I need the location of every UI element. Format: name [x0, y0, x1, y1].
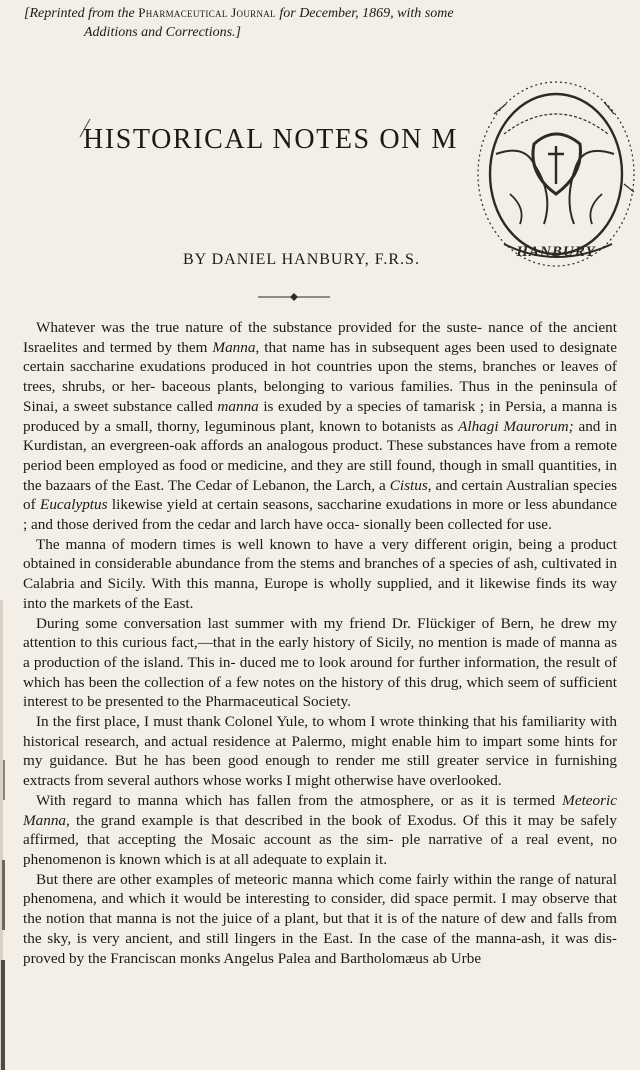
italic-term: Manna [212, 338, 256, 356]
text-run: and in Kurdistan, an evergreen-oak affords an analogous product. These substances have from a remote period been employed as food or medicine, and they are still found, though in small quantities, in the bazaars of the East. The Cedar of Lebanon, the Larch, a [23, 417, 617, 494]
text-run: , the grand example is that described in the book of Exodus. Of this it may be safely affirmed, that accepting the Mosaic account as the sim- ple narrative of a real event, no phenomenon is known which is at all adequate to explain it. [23, 811, 617, 868]
reprint-additions: Additions and Corrections. [84, 25, 236, 40]
section-divider [258, 292, 330, 302]
reprint-for: for [279, 6, 296, 21]
reprint-with-some: with some [397, 6, 454, 21]
paragraph [23, 712, 617, 791]
paragraph [23, 791, 617, 870]
paragraph [23, 870, 617, 969]
italic-term: Cistus [389, 476, 428, 494]
text-run: , that name has in subsequent ages been used to designate certain saccharine exudations produced in hot countries upon the stems, branches or leaves of trees, shrubs, or her- baceous plants, belonging to various families. Thus in the peninsula of Sinai, a sweet substance called [23, 338, 618, 415]
italic-term: manna [217, 397, 259, 415]
page-title: HISTORICAL NOTES ON M [83, 124, 459, 155]
text-run: Whatever was the true nature of the substance provided for the suste- nance of the ancient Israelites and termed by them [23, 319, 617, 356]
paragraph [23, 535, 617, 614]
text-run: likewise yield at certain seasons, saccharine exudations in more or less abundance ; and those derived from the cedar and larch have occa- sionally been collected for use. [23, 496, 617, 534]
journal-name: Pharmaceutical Journal [138, 5, 276, 20]
library-stamp-seal-icon [464, 74, 640, 304]
text-run: The manna of modern times is well known to have a very different origin, being a product obtained in considerable abundance from the stems and branches of a species of ash, cultivated in Calabria and Sicily. With this manna, Europe is wholly supplied, and it likewise finds its way into the markets of the East. [23, 535, 617, 612]
italic-term: Meteoric Manna [23, 791, 617, 829]
article-body [23, 318, 617, 968]
reprint-line-2 [24, 23, 624, 42]
text-run: But there are other examples of meteoric manna which come fairly within the range of natural phenomena, and which it would be interesting to consider, did space permit. I may observe that the notion that manna is not the juice of a plant, but that it is of the nature of dew and falls from the sky, is very ancient, and still lingers in the East. In the case of the manna-ash, it was dis- proved by the Franciscan monks Angelus Palea and Bartholomæus ab Urbe [23, 870, 617, 967]
text-run: With regard to manna which has fallen from the atmosphere, or as it is termed [36, 791, 563, 809]
italic-term: Eucalyptus [40, 496, 108, 514]
reprint-date: December, 1869, [299, 6, 394, 21]
page-edge-shadow [0, 600, 8, 1070]
text-run: is exuded by a species of tamarisk ; in Persia, a manna is produced by a small, thorny, leguminous plant, known to botanists as [23, 397, 617, 435]
seal-lettering: HANBURY [516, 244, 596, 260]
close-bracket: ] [235, 25, 241, 40]
paragraph [23, 614, 617, 713]
paragraph [23, 318, 617, 535]
open-bracket: [ [24, 6, 30, 21]
text-run: , and certain Australian species of [23, 476, 617, 514]
reprint-prefix: Reprinted from the [29, 6, 135, 21]
text-run: During some conversation last summer with my friend Dr. Flückiger of Bern, he drew my attention to this curious fact,—that in the early history of Sicily, no mention is made of manna as a production of the island. This in- duced me to look around for further information, the result of which has been the collection of a few notes on the history of this drug, which seem of sufficient interest to be presented to the Pharmaceutical Society. [23, 614, 617, 711]
text-run: In the first place, I must thank Colonel Yule, to whom I wrote thinking that his familiarity with historical research, and actual residence at Palermo, might enable him to impart some hints for my guidance. But he has been good enough to render me still greater service in furnishing extracts from several authors whose works I might otherwise have overlooked. [23, 713, 617, 790]
author-line: BY DANIEL HANBURY, F.R.S. [183, 251, 420, 268]
italic-term: Alhagi Maurorum; [458, 417, 574, 435]
reprint-line-1 [24, 3, 624, 23]
reprint-notice [24, 3, 624, 42]
